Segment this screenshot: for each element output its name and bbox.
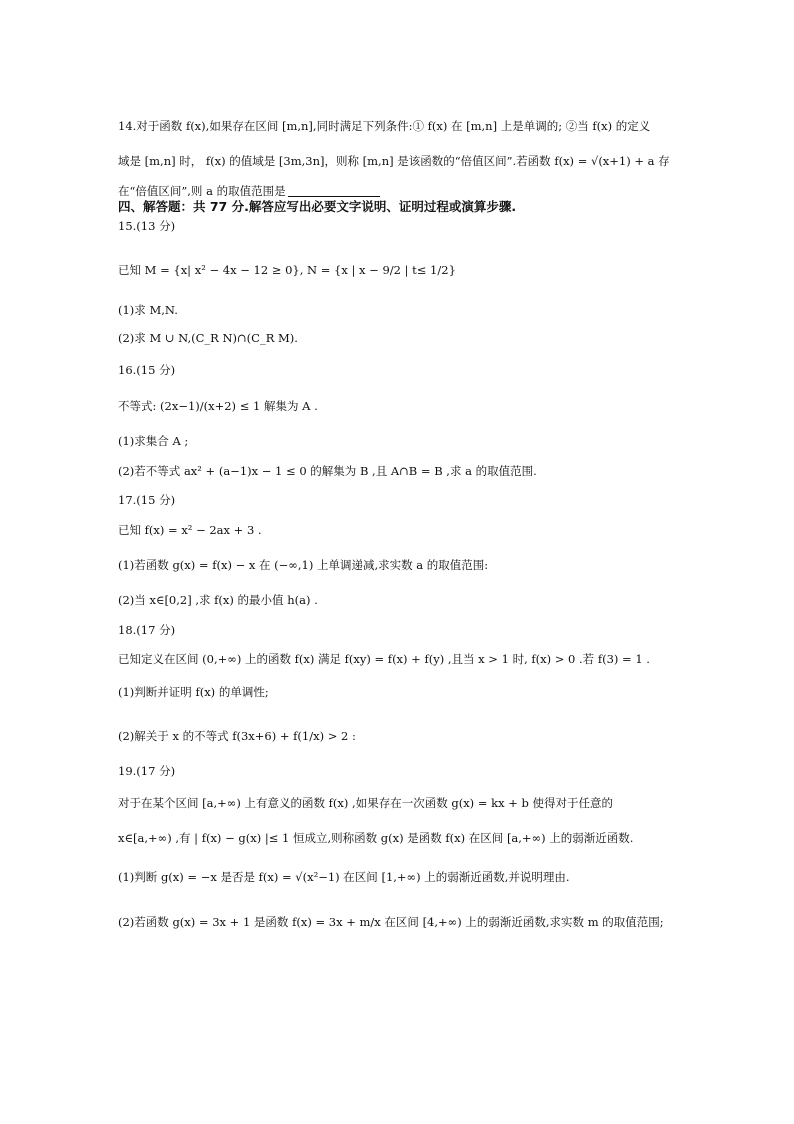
problem-18-header: 18.(17 分) — [118, 623, 176, 637]
problem-17-part-1: (1)若函数 g(x) = f(x) − x 在 (−∞,1) 上单调递减,求实数 a 的取值范围: — [118, 558, 489, 572]
section-title: 四、解答题：共 77 分.解答应写出必要文字说明、证明过程或演算步骤. — [118, 199, 517, 214]
problem-16-header: 16.(15 分) — [118, 363, 176, 377]
problem-15-stem: 已知 M = {x| x² − 4x − 12 ≥ 0}, N = {x | x − 9/2 | t≤ 1/2} — [118, 263, 456, 277]
problem-19-stem: 对于在某个区间 [a,+∞) 上有意义的函数 f(x) ,如果存在一次函数 g(x) = kx + b 使得对于任意的 — [118, 796, 614, 810]
problem-15-header: 15.(13 分) — [118, 219, 176, 233]
answer-blank[interactable] — [288, 184, 380, 197]
problem-16-part-1: (1)求集合 A ; — [118, 434, 189, 448]
problem-17-header: 17.(15 分) — [118, 493, 176, 507]
problem-15-part-1: (1)求 M,N. — [118, 303, 178, 317]
problem-19-stem-2: x∈[a,+∞) ,有 | f(x) − g(x) |≤ 1 恒成立,则称函数 g(x) 是函数 f(x) 在区间 [a,+∞) 上的弱渐近函数. — [118, 831, 634, 845]
problem-19-part-1: (1)判断 g(x) = −x 是否是 f(x) = √(x²−1) 在区间 [1,+∞) 上的弱渐近函数,并说明理由. — [118, 870, 570, 884]
problem-16-stem: 不等式: (2x−1)/(x+2) ≤ 1 解集为 A . — [118, 399, 318, 413]
problem-17-stem: 已知 f(x) = x² − 2ax + 3 . — [118, 523, 262, 537]
problem-15-part-2: (2)求 M ∪ N,(C_R N)∩(C_R M). — [118, 331, 298, 345]
problem-18-stem: 已知定义在区间 (0,+∞) 上的函数 f(x) 满足 f(xy) = f(x) + f(y) ,且当 x > 1 时, f(x) > 0 .若 f(3) = 1 . — [118, 652, 650, 666]
problem-19-header: 19.(17 分) — [118, 764, 176, 778]
problem-17-part-2: (2)当 x∈[0,2] ,求 f(x) 的最小值 h(a) . — [118, 593, 318, 607]
problem-14-line-1: 14.对于函数 f(x),如果存在区间 [m,n],同时满足下列条件:① f(x) 在 [m,n] 上是单调的; ②当 f(x) 的定义 — [118, 119, 651, 133]
problem-19-part-2: (2)若函数 g(x) = 3x + 1 是函数 f(x) = 3x + m/x 在区间 [4,+∞) 上的弱渐近函数,求实数 m 的取值范围; — [118, 915, 664, 929]
problem-18-part-1: (1)判断并证明 f(x) 的单调性; — [118, 685, 269, 699]
problem-16-part-2: (2)若不等式 ax² + (a−1)x − 1 ≤ 0 的解集为 B ,且 A∩B = B ,求 a 的取值范围. — [118, 464, 537, 478]
problem-14-line-3 — [118, 183, 380, 199]
problem-14-line-3-text: 在“倍值区间”,则 a 的取值范围是 — [118, 184, 286, 198]
problem-14-line-2: 域是 [m,n] 时， f(x) 的值域是 [3m,3n]，则称 [m,n] 是该函数的“倍值区间”.若函数 f(x) = √(x+1) + a 存 — [118, 154, 670, 168]
problem-18-part-2: (2)解关于 x 的不等式 f(3x+6) + f(1/x) > 2 : — [118, 729, 356, 743]
